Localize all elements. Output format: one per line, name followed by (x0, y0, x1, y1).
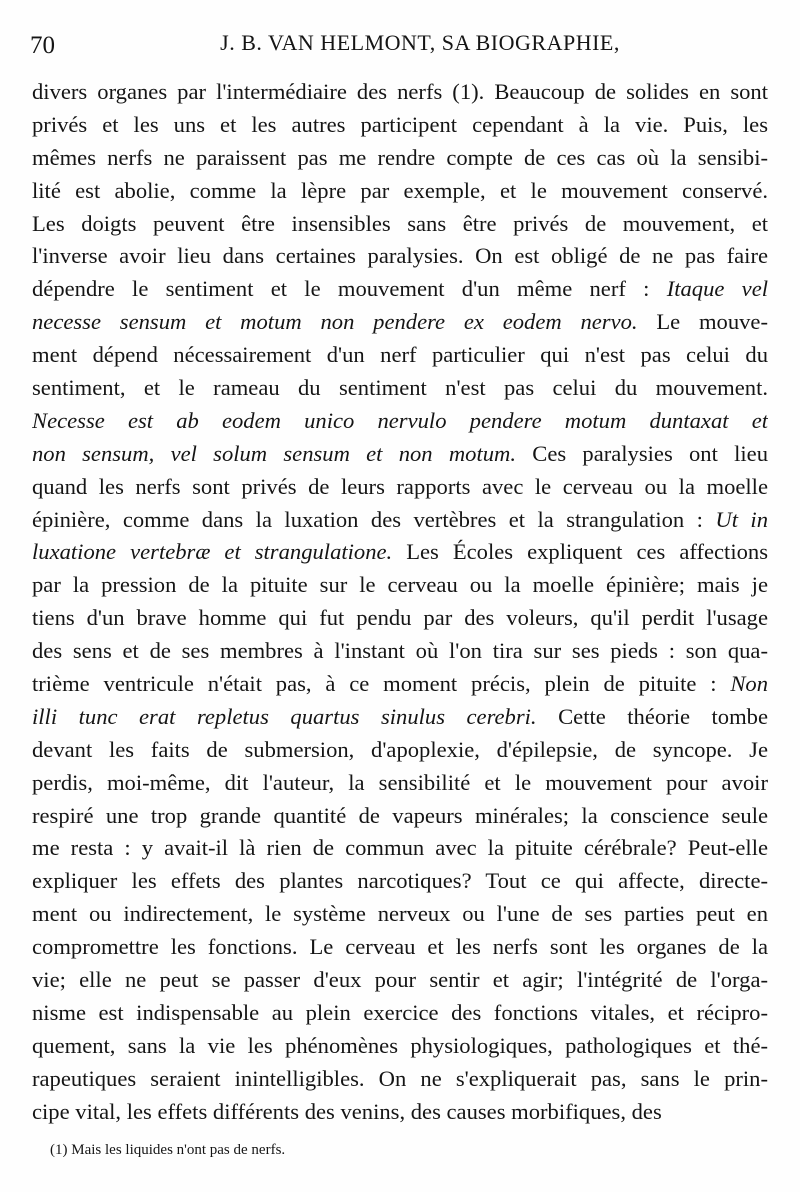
text-segment: dépendre le sentiment et le mouvement d'un même nerf : (32, 276, 667, 302)
text-segment: compromettre les fonctions. Le cerveau et les nerfs sont les organes de la (32, 934, 768, 960)
text-segment: divers organes par l'intermédiaire des nerfs (1). Beaucoup de solides en sont (32, 79, 768, 104)
latin-quote: necesse sensum et motum non pendere ex eodem nervo. (32, 309, 638, 335)
text-line (32, 1030, 768, 1063)
text-line (32, 832, 768, 865)
page-header (30, 30, 770, 70)
text-line (32, 635, 768, 668)
text-line (32, 208, 768, 241)
text-segment: par la pression de la pituite sur le cerveau ou la moelle épinière; mais je (32, 572, 768, 598)
text-line (32, 701, 768, 734)
text-segment: perdis, moi-même, dit l'auteur, la sensibilité et le mouvement pour avoir (32, 769, 768, 795)
text-segment: l'inverse avoir lieu dans certaines paralysies. On est obligé de ne pas faire (32, 243, 768, 269)
text-line (32, 536, 768, 569)
text-line (32, 602, 768, 635)
text-segment: mêmes nerfs ne paraissent pas me rendre compte de ces cas où la sensibi- (32, 144, 768, 170)
text-line (32, 438, 768, 471)
text-line (32, 306, 768, 339)
text-segment: tiens d'un brave homme qui fut pendu par des voleurs, qu'il perdit l'usage (32, 605, 768, 631)
text-segment: rapeutiques seraient inintelligibles. On ne s'expliquerait pas, sans le prin- (32, 1065, 768, 1091)
text-line (32, 964, 768, 997)
text-line (32, 767, 768, 800)
text-segment: vie; elle ne peut se passer d'eux pour sentir et agir; l'intégrité de l'orga- (32, 967, 768, 993)
text-line (32, 273, 768, 306)
text-line (32, 109, 768, 142)
latin-quote: Ut in (715, 506, 768, 532)
text-segment: sentiment, et le rameau du sentiment n'est pas celui du mouvement. (32, 375, 768, 401)
text-segment: me resta : y avait-il là rien de commun avec la pituite cérébrale? Peut-elle (32, 835, 768, 861)
text-line (32, 569, 768, 602)
body-text (32, 76, 768, 1129)
latin-quote: non sensum, vel solum sensum et non motum. (32, 440, 517, 466)
text-segment: devant les faits de submersion, d'apoplexie, d'épilepsie, de syncope. Je (32, 736, 768, 762)
latin-quote: illi tunc erat repletus quartus sinulus cerebri. (32, 703, 537, 729)
text-line (32, 372, 768, 405)
text-line (32, 898, 768, 931)
text-segment: Ces paralysies ont lieu (516, 440, 768, 466)
text-segment: respiré une trop grande quantité de vapeurs minérales; la conscience seule (32, 802, 768, 828)
latin-quote: Non (730, 671, 768, 697)
text-segment: Les Écoles expliquent ces affections (392, 539, 768, 565)
latin-quote: Itaque vel (666, 276, 768, 302)
text-line (32, 175, 768, 208)
text-line (32, 800, 768, 833)
text-line (32, 997, 768, 1030)
running-title: J. B. VAN HELMONT, SA BIOGRAPHIE, (220, 30, 620, 55)
footnote: (1) Mais les liquides n'ont pas de nerfs. (50, 1142, 286, 1158)
text-line (32, 1096, 768, 1129)
text-segment: épinière, comme dans la luxation des vertèbres et la strangulation : (32, 506, 716, 532)
text-line (32, 240, 768, 273)
text-line (32, 668, 768, 701)
text-line (32, 504, 768, 537)
text-segment: ment ou indirectement, le système nerveux ou l'une de ses parties peut en (32, 901, 768, 927)
text-segment: expliquer les effets des plantes narcotiques? Tout ce qui affecte, directe- (32, 868, 768, 894)
text-segment: ment dépend nécessairement d'un nerf particulier qui n'est pas celui du (32, 342, 768, 368)
text-segment: nisme est indispensable au plein exercice des fonctions vitales, et récipro- (32, 999, 768, 1025)
text-line (32, 1063, 768, 1096)
text-line (32, 865, 768, 898)
text-line (32, 76, 768, 109)
text-segment: Les doigts peuvent être insensibles sans être privés de mouvement, et (32, 210, 768, 236)
text-line (32, 405, 768, 438)
text-segment: lité est abolie, comme la lèpre par exemple, et le mouvement conservé. (32, 177, 768, 203)
text-segment: Cette théorie tombe (536, 703, 768, 729)
text-segment: trième ventricule n'était pas, à ce moment précis, plein de pituite : (32, 671, 731, 697)
text-segment: privés et les uns et les autres participent cependant à la vie. Puis, les (32, 111, 768, 137)
text-segment: quement, sans la vie les phénomènes physiologiques, pathologiques et thé- (32, 1032, 768, 1058)
text-segment: quand les nerfs sont privés de leurs rapports avec le cerveau ou la moelle (32, 473, 768, 499)
latin-quote: luxatione vertebræ et strangulatione. (32, 539, 393, 565)
text-line (32, 471, 768, 504)
page-number: 70 (30, 32, 55, 59)
text-segment: Le mouve- (637, 309, 768, 335)
latin-quote: Necesse est ab eodem unico nervulo pendere motum duntaxat et (32, 407, 768, 433)
text-line (32, 931, 768, 964)
text-line (32, 142, 768, 175)
text-segment: cipe vital, les effets différents des venins, des causes morbifiques, des (32, 1098, 662, 1124)
text-segment: des sens et de ses membres à l'instant où l'on tira sur ses pieds : son qua- (32, 638, 768, 664)
text-line (32, 734, 768, 767)
text-line (32, 339, 768, 372)
